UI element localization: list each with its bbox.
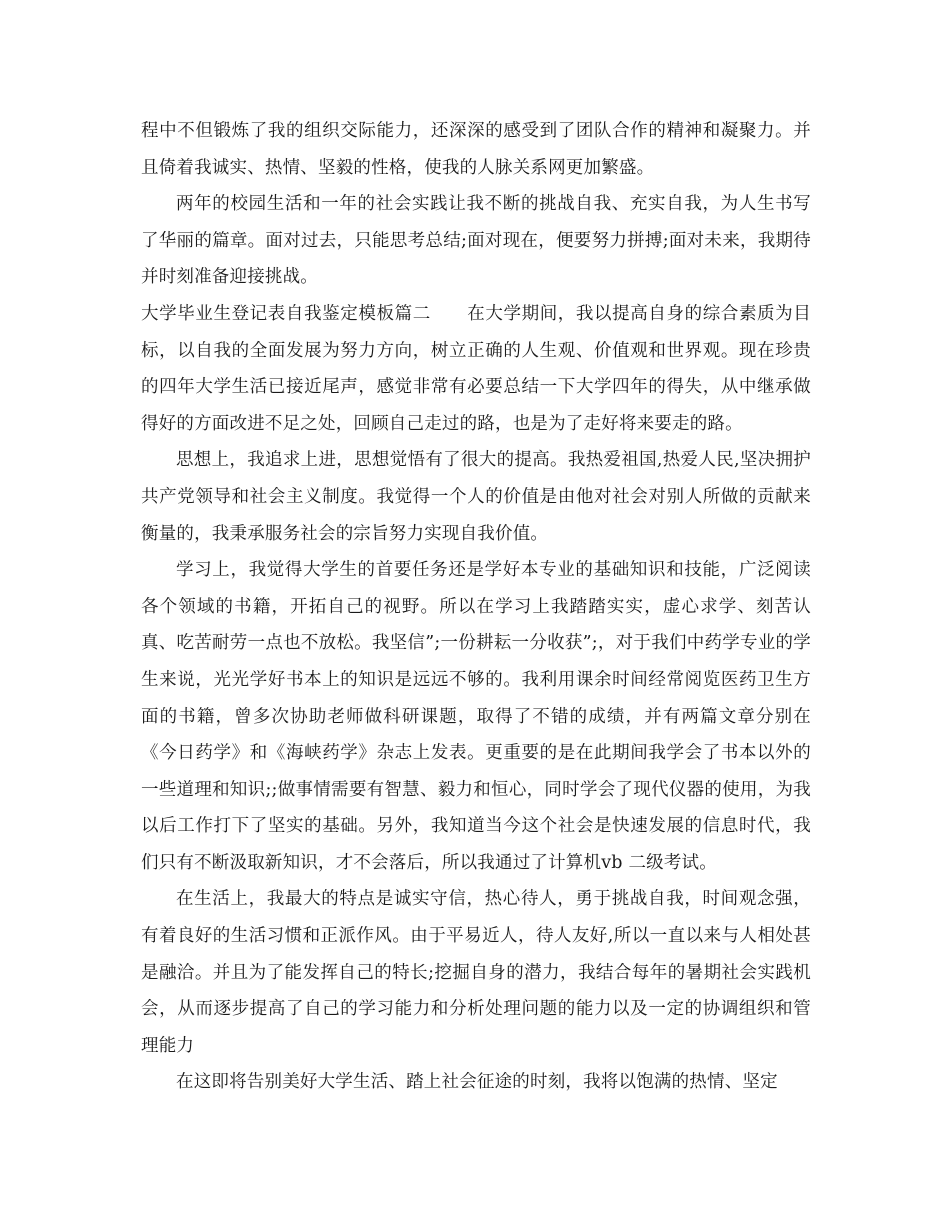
paragraph-text: 在大学期间，我以提高自身的综合素质为目标，以自我的全面发展为努力方向，树立正确的人生观、价值观和世界观。现在珍贵的四年大学生活已接近尾声，感觉非常有必要总结一下大学四年的得失，从中继承做得好的方面改进不足之处，回顾自己走过的路，也是为了走好将来要走的路。	[141, 303, 811, 434]
document-body	[141, 113, 811, 1101]
paragraph-study	[141, 552, 811, 881]
paragraph-template-two	[141, 296, 811, 442]
paragraph-life	[141, 881, 811, 1064]
paragraph-closing	[141, 1064, 811, 1101]
paragraph-campus-life	[141, 186, 811, 296]
section-heading: 大学毕业生登记表自我鉴定模板篇二	[141, 303, 431, 324]
paragraph-ideology	[141, 442, 811, 552]
paragraph-continuation	[141, 113, 811, 186]
paragraph-text: 程中不但锻炼了我的组织交际能力，还深深的感受到了团队合作的精神和凝聚力。并且倚着我诚实、热情、坚毅的性格，使我的人脉关系网更加繁盛。	[141, 121, 811, 178]
paragraph-text: 在生活上，我最大的特点是诚实守信，热心待人，勇于挑战自我，时间观念强，有着良好的生活习惯和正派作风。由于平易近人，待人友好,所以一直以来与人相处甚是融洽。并且为了能发挥自己的特长;挖掘自身的潜力，我结合每年的暑期社会实践机会，从而逐步提高了自己的学习能力和分析处理问题的能力以及一定的协调组织和管理能力	[141, 889, 811, 1056]
paragraph-text: 在这即将告别美好大学生活、踏上社会征途的时刻，我将以饱满的热情、坚定	[176, 1072, 778, 1093]
paragraph-text: 学习上，我觉得大学生的首要任务还是学好本专业的基础知识和技能，广泛阅读各个领域的书籍，开拓自己的视野。所以在学习上我踏踏实实，虚心求学、刻苦认真、吃苦耐劳一点也不放松。我坚信”;一份耕耘一分收获”;，对于我们中药学专业的学生来说，光光学好书本上的知识是远远不够的。我利用课余时间经常阅览医药卫生方面的书籍，曾多次协助老师做科研课题，取得了不错的成绩，并有两篇文章分别在《今日药学》和《海峡药学》杂志上发表。更重要的是在此期间我学会了书本以外的一些道理和知识;;做事情需要有智慧、毅力和恒心，同时学会了现代仪器的使用，为我以后工作打下了坚实的基础。另外，我知道当今这个社会是快速发展的信息时代，我们只有不断汲取新知识，才不会落后，所以我通过了计算机vb 二级考试。	[141, 560, 811, 873]
paragraph-text: 思想上，我追求上进，思想觉悟有了很大的提高。我热爱祖国,热爱人民,坚决拥护共产党领导和社会主义制度。我觉得一个人的价值是由他对社会对别人所做的贡献来衡量的，我秉承服务社会的宗旨努力实现自我价值。	[141, 450, 811, 544]
paragraph-text: 两年的校园生活和一年的社会实践让我不断的挑战自我、充实自我，为人生书写了华丽的篇章。面对过去，只能思考总结;面对现在，便要努力拼搏;面对未来，我期待并时刻准备迎接挑战。	[141, 194, 811, 288]
